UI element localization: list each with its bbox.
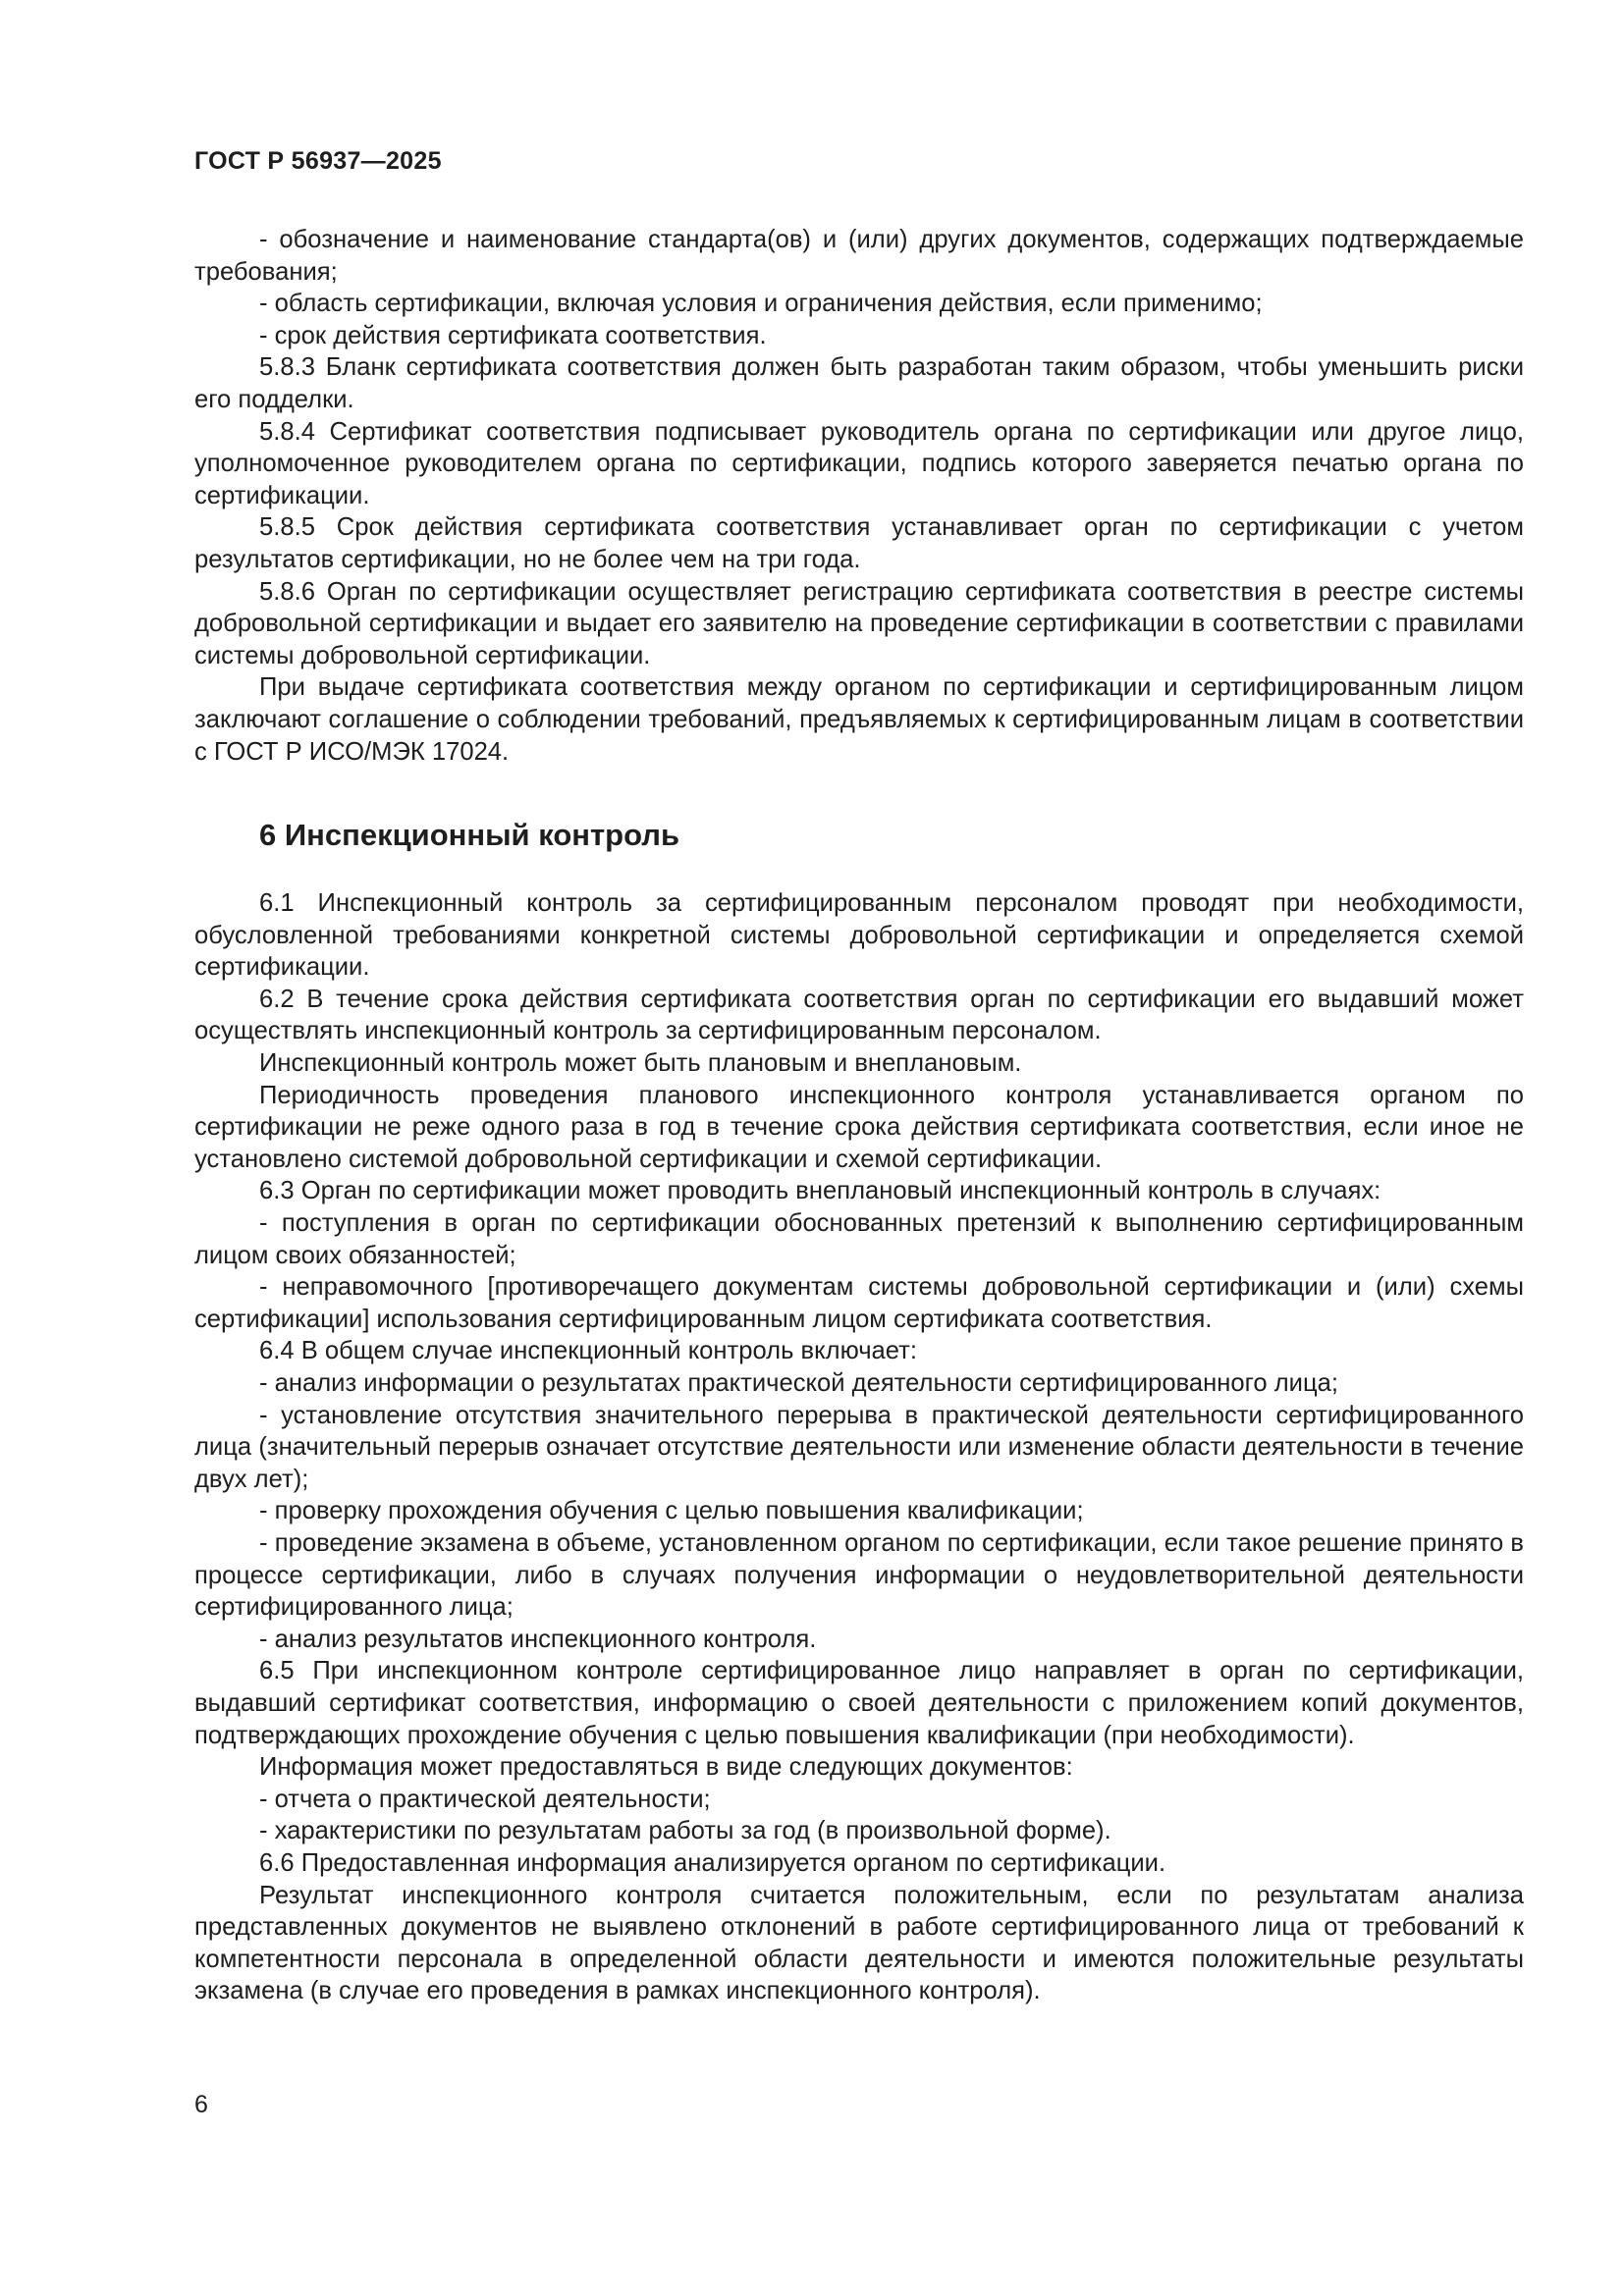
paragraph: - анализ информации о результатах практической деятельности сертифицированного лица; (259, 1369, 1338, 1397)
paragraph: - установление отсутствия значительного перерыва в практической деятельности сертифицированного лица (значительный перерыв означает отсутствие деятельности или изменение области деятельности в течение двух лет); (194, 1401, 1524, 1493)
paragraph: 6.6 Предоставленная информация анализируется органом по сертификации. (259, 1848, 1166, 1877)
paragraph: - срок действия сертификата соответствия. (259, 321, 767, 349)
section-heading: 6 Инспекционный контроль (259, 818, 680, 853)
paragraph: Инспекционный контроль может быть плановым и внеплановым. (259, 1049, 1022, 1078)
document-body (194, 224, 1524, 2007)
paragraph: 5.8.4 Сертификат соответствия подписывает руководитель органа по сертификации или другое лицо, уполномоченное руководителем органа по сертификации, подпись которого заверяется печатью органа по сертификации. (194, 417, 1524, 509)
paragraph: 6.4 В общем случае инспекционный контроль включает: (259, 1337, 917, 1365)
paragraph: 5.8.6 Орган по сертификации осуществляет регистрацию сертификата соответствия в реестре системы добровольной сертификации и выдает его заявителю на проведение сертификации в соответствии с правилами системы добровольной сертификации. (194, 577, 1524, 669)
paragraph: При выдаче сертификата соответствия между органом по сертификации и сертифицированным лицом заключают соглашение о соблюдении требований, предъявляемых к сертифицированным лицам в соответствии с ГОСТ Р ИСО/МЭК 17024. (194, 673, 1524, 766)
paragraph: - характеристики по результатам работы за год (в произвольной форме). (259, 1817, 1111, 1845)
paragraph: - неправомочного [противоречащего документам системы добровольной сертификации и (или) схемы сертификации] использования сертифицированным лицом сертификата соответствия. (194, 1273, 1524, 1333)
paragraph: Периодичность проведения планового инспекционного контроля устанавливается органом по сертификации не реже одного раза в год в течение срока действия сертификата соответствия, если иное не установлено системой добровольной сертификации и схемой сертификации. (194, 1081, 1524, 1173)
paragraph: - область сертификации, включая условия и ограничения действия, если применимо; (259, 290, 1263, 318)
paragraph: - обозначение и наименование стандарта(ов) и (или) других документов, содержащих подтверждаемые требования; (194, 226, 1524, 286)
paragraph: - проверку прохождения обучения с целью повышения квалификации; (259, 1497, 1084, 1525)
paragraph: - проведение экзамена в объеме, установленном органом по сертификации, если такое решение принято в процессе сертификации, либо в случаях получения информации о неудовлетворительной деятельности сертифицированного лица; (194, 1528, 1524, 1622)
paragraph: Информация может предоставляться в виде следующих документов: (259, 1753, 1073, 1782)
paragraph: - отчета о практической деятельности; (259, 1785, 711, 1813)
paragraph: Результат инспекционного контроля считается положительным, если по результатам анализа представленных документов не выявлено отклонений в работе сертифицированного лица от требований к компетентности персонала в определенной области деятельности и имеются положительные результаты экзамена (в случае его проведения в рамках инспекционного контроля). (194, 1881, 1524, 2005)
paragraph: - поступления в орган по сертификации обоснованных претензий к выполнению сертифицированным лицом своих обязанностей; (194, 1209, 1524, 1269)
page-number: 6 (194, 2091, 208, 2118)
paragraph: 6.2 В течение срока действия сертификата соответствия орган по сертификации его выдавший может осуществлять инспекционный контроль за сертифицированным персоналом. (194, 985, 1524, 1045)
paragraph: 5.8.3 Бланк сертификата соответствия должен быть разработан таким образом, чтобы уменьшить риски его подделки. (194, 353, 1524, 413)
paragraph: 6.5 При инспекционном контроле сертифицированное лицо направляет в орган по сертификации, выдавший сертификат соответствия, информацию о своей деятельности с приложением копий документов, подтверждающих прохождение обучения с целью повышения квалификации (при необходимости). (194, 1657, 1524, 1749)
paragraph: - анализ результатов инспекционного контроля. (259, 1625, 817, 1653)
paragraph: 5.8.5 Срок действия сертификата соответствия устанавливает орган по сертификации с учетом результатов сертификации, но не более чем на три года. (194, 513, 1524, 573)
paragraph: 6.3 Орган по сертификации может проводить внеплановый инспекционный контроль в случаях: (259, 1177, 1381, 1205)
document-code-header: ГОСТ Р 56937—2025 (194, 147, 442, 175)
paragraph: 6.1 Инспекционный контроль за сертифицированным персоналом проводят при необходимости, обусловленной требованиями конкретной системы добровольной сертификации и определяется схемой сертификации. (194, 889, 1524, 982)
